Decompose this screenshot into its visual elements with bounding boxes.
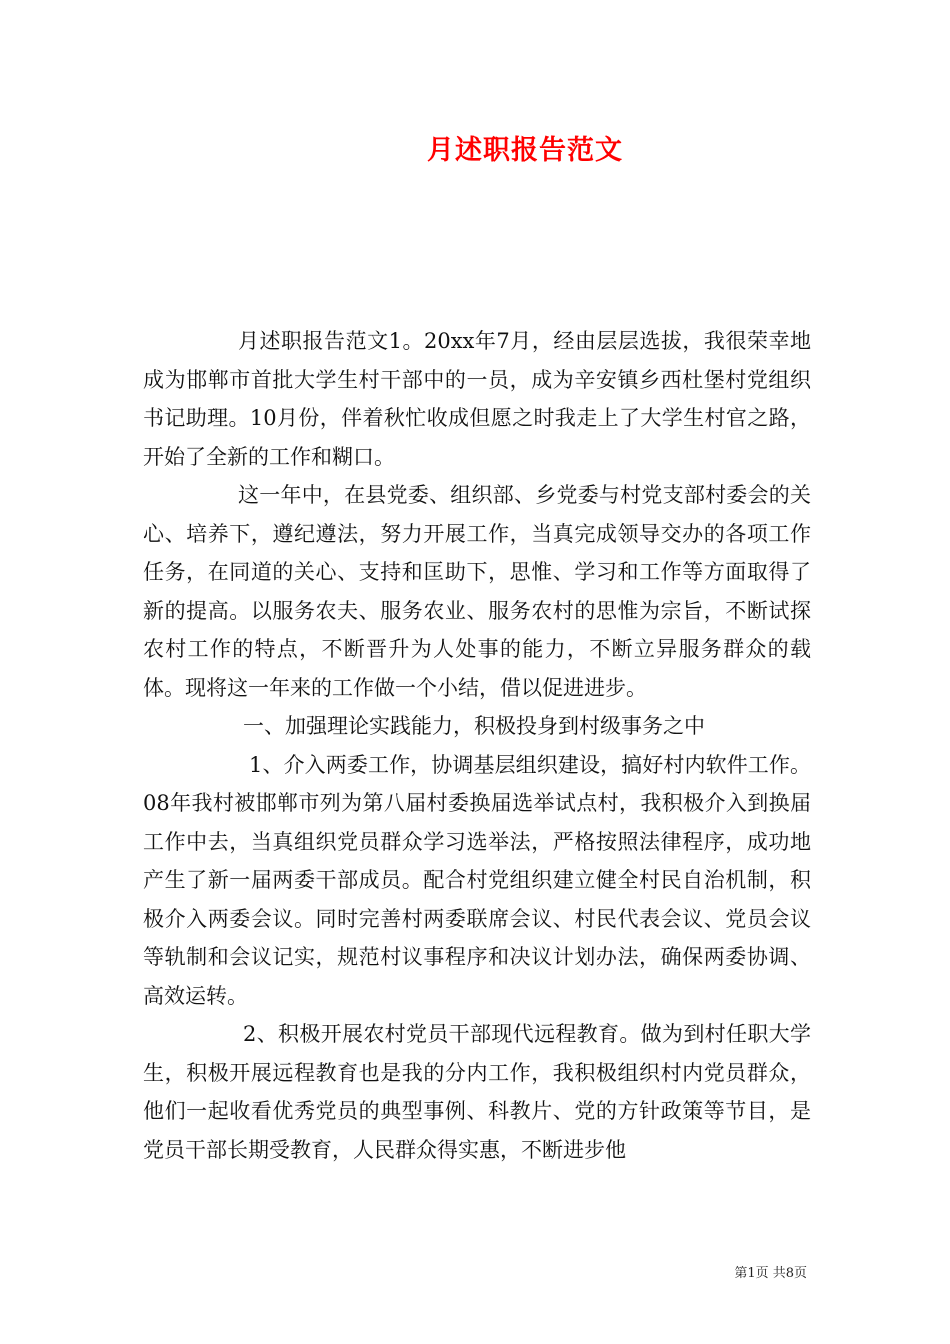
paragraph-item-2: 2、积极开展农村党员干部现代远程教育。做为到村任职大学生，积极开展远程教育也是我的分内工作，我积极组织村内党员群众，他们一起收看优秀党员的典型事例、科教片、党的方针政策等节目，是党员干部长期受教育，人民群众得实惠，不断进步他 [143, 1022, 811, 1162]
page-number-footer: 第1页 共8页 [734, 1266, 807, 1281]
paragraph-summary: 这一年中，在县党委、组织部、乡党委与村党支部村委会的关心、培养下，遵纪遵法，努力开展工作，当真完成领导交办的各项工作任务，在同道的关心、支持和匡助下，思惟、学习和工作等方面取得了新的提高。以服务农夫、服务农业、服务农村的思惟为宗旨，不断试探农村工作的特点，不断晋升为人处事的能力，不断立异服务群众的载体。现将这一年来的工作做一个小结，借以促进进步。 [143, 483, 811, 700]
document-title: 月述职报告范文 [427, 135, 623, 166]
document-body [143, 322, 811, 1169]
paragraph-intro: 月述职报告范文1。20xx年7月，经由层层选拔，我很荣幸地成为邯郸市首批大学生村干部中的一员，成为辛安镇乡西杜堡村党组织书记助理。10月份，伴着秋忙收成但愿之时我走上了大学生村官之路，开始了全新的工作和糊口。 [143, 329, 811, 469]
paragraph-item-1: 1、介入两委工作，协调基层组织建设，搞好村内软件工作。08年我村被邯郸市列为第八届村委换届选举试点村，我积极介入到换届工作中去，当真组织党员群众学习选举法，严格按照法律程序，成功地产生了新一届两委干部成员。配合村党组织建立健全村民自治机制，积极介入两委会议。同时完善村两委联席会议、村民代表会议、党员会议等轨制和会议记实，规范村议事程序和决议计划办法，确保两委协调、高效运转。 [143, 752, 811, 1008]
section-heading: 一、加强理论实践能力，积极投身到村级事务之中 [243, 714, 705, 738]
